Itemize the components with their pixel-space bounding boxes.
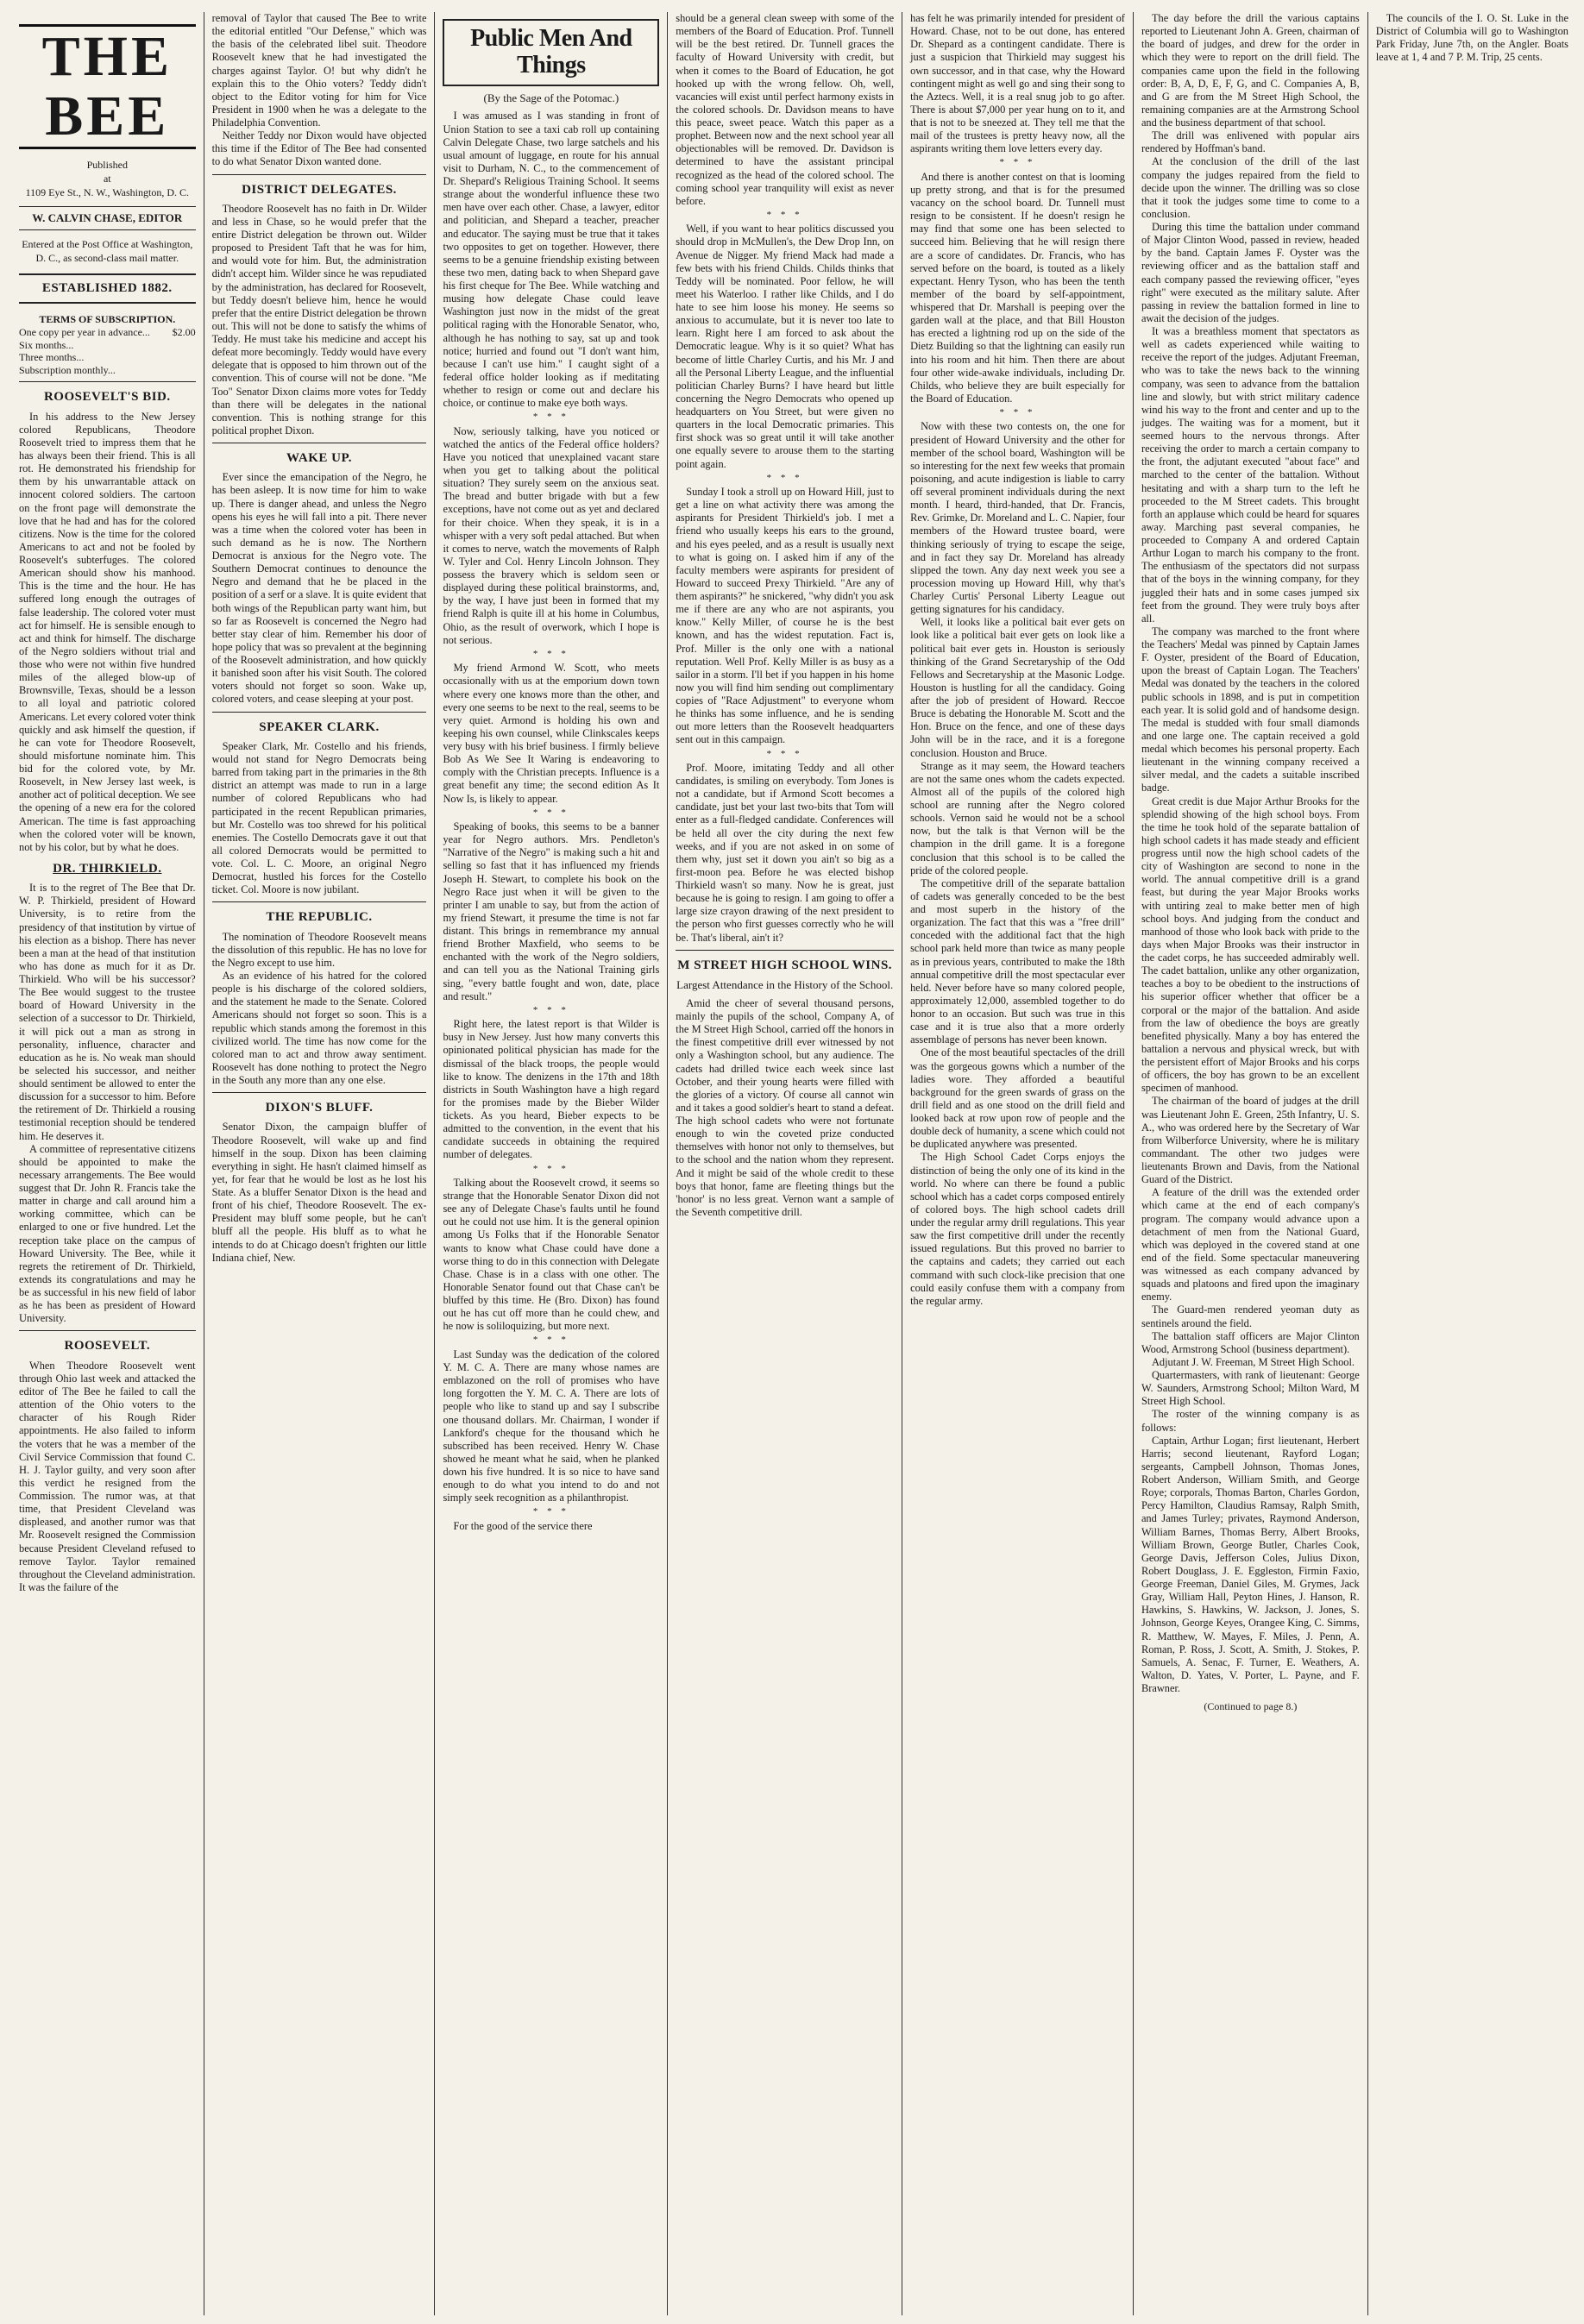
headline-roosevelt: ROOSEVELT. — [64, 1339, 151, 1354]
established-line: ESTABLISHED 1882. — [19, 273, 196, 303]
headline-public-men-and-things: Public Men And Things — [443, 19, 659, 86]
article-paragraph: The roster of the winning company is as follows: — [1141, 1408, 1360, 1434]
article-roosevelt: When Theodore Roosevelt went through Ohio last week and attacked the editor of The Bee he failed to call the attention of the Ohio voters to the character of his Rough Rider appointments. He also failed to inform the voters that he was a member of the Civil Service Commission that found C. H. J. Taylor guilty, and very soon after this verdict he resigned from the Commission. The rumor was, at that time, that President Cleveland was displeased, and another rumor was that Mr. Roosevelt resigned the Commission because President Cleveland refused to remove Taylor. Taylor remained throughout the Cleveland administration. It was the failure of the — [19, 1359, 196, 1593]
article-paragraph: Adjutant J. W. Freeman, M Street High School. — [1151, 1355, 1355, 1368]
headline-wake-up: WAKE UP. — [286, 451, 352, 466]
section-stars: * * * — [532, 1506, 569, 1517]
terms-list — [19, 326, 196, 377]
article-paragraph: has felt he was primarily intended for president of Howard. Chase, not to be out done, has entered Dr. Shepard as a contingent candidate. There is just a suspicion that Thirkield may suggest his own successor, and in that case, why the Howard contingent might as well go and sing their song to the Aztecs. Well, it is a real snug job to go after. There is about $7,000 per year hung on to it, and that is not to be sneezed at. They tell me that the mail of the trustees is pretty heavy now, all the aspirants writing them love letters every day. — [910, 12, 1125, 155]
continued-note: (Continued to page 8.) — [1204, 1700, 1298, 1713]
divider — [212, 712, 427, 713]
terms-value: $2.00 — [172, 325, 196, 338]
section-stars: * * * — [999, 157, 1036, 168]
terms-title: TERMS OF SUBSCRIPTION. — [39, 312, 176, 325]
article-paragraph: The competitive drill of the separate battalion of cadets was generally conceded to be the best and most superb in the history of the organization. The fact that this was a "free drill" conceded with the additional fact that the high school park held more than twice as many people as in previous years, contributed to make the 18th annual competitive drill the most spectacular ever held. Never before have so many colored people, approximately 12,000, assembled together to do honor to an occasion. But such was true in this case and it is true also that a more orderly assemblage of persons has never been known. — [910, 876, 1125, 1046]
headline-dixons-bluff: DIXON'S BLUFF. — [265, 1101, 374, 1115]
article-paragraph: The High School Cadet Corps enjoys the distinction of being the only one of its kind in the world. No where can there be found a public school which has a cadet corps composed entirely of colored boys. The high school cadets drill under the regular army drill regulations. This year saw the first competitive drill under the recently issued regulations. But this proved no barrier to the captains and cadets; they carried out each command with such clock-like precision that one could easily confuse them with a company from the regular army. — [910, 1151, 1125, 1307]
section-stars: * * * — [532, 1163, 569, 1174]
byline: (By the Sage of the Potomac.) — [483, 91, 619, 104]
article-paragraph: Speaking of books, this seems to be a banner year for Negro authors. Mrs. Pendleton's "Narrative of the Negro" is making such a hit and selling so fast that it has influenced my friends Joseph H. Stewart, to complete his book on the Negro Race just when it will be given to the printer I am unable to say, but from the action of my friend Stewart, it presume the time is not far distant. This brings in remembrance my annual friend Brother Maxfield, who seems to be enchanted with the work of the Negro soldiers, and can tell you as the National Training girls sing, "every battle fought and won, date, place and result." — [443, 820, 660, 1002]
article-paragraph: One of the most beautiful spectacles of the drill was the gorgeous gowns which a number of the ladies wore. They afforded a beautiful background for the green swards of grass on the drill field and as one stood on the drill field and looked back at row upon row of people and the double deck of humanity, a scene which could not be duplicated anywhere was presented. — [910, 1046, 1125, 1151]
article-paragraph: The company was marched to the front where the Teachers' Medal was pinned by Captain James F. Oyster, president of the Board of Education, upon the breast of Captain Logan. The Teachers' Medal was donated by the teachers in the colored public schools in 1898, and is put in competition each year. It is solid gold and of handsome design. The medal is studded with four small diamonds and one large one. The captain received a gold medal which becomes his personal property. Each lieutenant in the winning company received a silver medal, and the cadets a suitable inscribed badge. — [1141, 625, 1360, 795]
roster: Captain, Arthur Logan; first lieutenant, Herbert Harris; second lieutenant, Rayford Logan; sergeants, Campbell Johnson, Thomas Jones, Robert Anderson, William Smith, and George Roye; corporals, Thomas Barton, Charles Gordon, Percy Hamilton, Claudius Ramsay, Ralph Smith, and James Turley; privates, Raymond Anderson, William Barnes, Thomas Berry, Albert Brooks, William Brown, George Butler, Charles Cook, George Davis, Jefferson Coles, Julius Dixon, Robert Douglass, J. E. Eggleston, Firmin Faxio, George Freeman, Daniel Giles, M. Grymes, Jack Gray, William Hall, Peyton Hines, J. Hanson, R. Hawkins, S. Hawkins, W. Jackson, J. Jones, S. Johnson, George Keyes, Orangee King, C. Simms, R. Matthew, W. Mayes, F. Miles, J. Penn, A. Roman, P. Ross, J. Scott, A. Smith, J. Stokes, P. Samuels, A. Senac, F. Turner, E. Weathers, A. Walton, D. Yates, V. Porter, L. Payne, and F. Brawner. — [1141, 1434, 1360, 1694]
terms-row — [19, 351, 196, 364]
headline-m-street-high-school-wins: M STREET HIGH SCHOOL WINS. — [677, 958, 893, 972]
article-paragraph: Talking about the Roosevelt crowd, it seems so strange that the Honorable Senator Dixon did not see any of Delegate Chase's faults until he found out he could not use him. It is the general opinion among Us Folks that if the Honorable Senator wants to know what Chase could have done a worse thing to do in this connection with Delegate Chase. Chase is in a class with one other. The Honorable Senator found out that Chase can't be bluffed by this time. He (Bro. Dixon) has found out he has cut off more than he could chew, and he now is soliloquizing, but more next. — [443, 1176, 660, 1333]
article-speaker-clark: Speaker Clark, Mr. Costello and his friends, would not stand for Negro Democrats being barred from taking part in the primaries in the 8th district an attempt was made to run in a large number of colored Republicans who had participated in the recent Republican primaries, but Mr. Costello was too shrewd for his political enemies. The Costello Democrats gave it out that all colored Democrats would be permitted to vote. Col. L. C. Moore, an original Negro Democrat, hustled his forces for the Costello ticket. Col. Moore is now jubilant. — [211, 739, 427, 896]
divider — [19, 1330, 196, 1331]
article-paragraph: The drill was enlivened with popular airs rendered by Hoffman's band. — [1141, 129, 1360, 155]
terms-row — [19, 364, 196, 377]
article-roosevelts-bid: In his address to the New Jersey colored Republicans, Theodore Roosevelt tried to impress them that he has always been their friend. This is all rot. He demonstrated his friendship for them by his unwarrantable attack on innocent colored soldiers. The cartoon on the front page will demonstrate the love that he had and has for the colored citizens. Now is the time for the colored Americans to act and not be fooled by Roosevelt's subterfuges. The colored American should show his manhood. This is the time and the hour. He has suffered long enough the outrages of false leadership. The colored voter must act for himself. He is sensible enough to act and think for himself. The discharge of the Negro soldiers without trial and those who were not within five hundred miles of the alleged blow-up of Brownsville, Texas, should be a lesson to all loyal and patriotic colored Americans. Let every colored voter think quickly and ask himself the question, if he can vote for Theodore Roosevelt, should misfortune nominate him. This bid for the colored vote, by Mr. Roosevelt, in New Jersey last week, is another act of political deception. We see the opening of a new era for the colored American. The time is fast approaching when the colored voter will be known, not by his color, but by what he does. — [19, 410, 196, 853]
terms-label: Six months... — [19, 338, 74, 351]
divider — [212, 174, 427, 175]
article-paragraph: Amid the cheer of several thousand persons, mainly the pupils of the school, Company A, of the M Street High School, carried off the honors in the finest competitive drill ever witnessed by not only a Washington school, but any audience. The cadets had drilled twice each week since last October, and their young hearts were filled with the glories of a victory. Of course all cannot win and it takes a good soldier's heart to stand a defeat. The high school cadets who were not fortunate enough to win the coveted prize conducted themselves with honor not only to themselves, but to the school and the nation whom they represent. And it might be said of the whole credit to these boys that honor, fame are fleeting things but the 'honor' is no less great. Vernon want a sample of the Seventh competitive drill. — [676, 996, 895, 1218]
article-paragraph: Strange as it may seem, the Howard teachers are not the same ones whom the cadets expected. Almost all of the pupils of the colored high school are running after the Negro colored schools. Vernon said he would not be a school now, but the talk is that Vernon will be the champion in the drill game. It is a foregone conclusion that this school is to be called the pride of the colored people. — [910, 759, 1125, 876]
article-wake-up: Ever since the emancipation of the Negro, he has been asleep. It is now time for him to wake up. There is danger ahead, and unless the Negro opens his eyes he will fall into a pit. There never was a time when the colored voter has been in such demand as he is now. The Northern Democrat is anxious for the Negro vote. The Southern Democrat continues to denounce the Negro and demand that he be placed in the position of a serf or a slave. It is quite evident that both wings of the Republican party want him, but so far as Roosevelt is concerned the Negro had better stay clear of him. Remember his door of hope policy that was so prevalent at the beginning of the Roosevelt administration, and how quickly it banished soon after his visit South. The colored voters should not forget so soon. Wake up, colored voters, and cease sleeping at your post. — [211, 471, 427, 706]
divider — [212, 901, 427, 902]
subheadline: Largest Attendance in the History of the School. — [676, 978, 894, 992]
article-paragraph: Last Sunday was the dedication of the colored Y. M. C. A. There are many whose names are emblazoned on the roll of promises who have long forgotten the Y. M. C. A. There are lots of people who like to stand up and say I subscribe one thousand dollars. Mr. Chairman, I wonder if Lankford's cheque for the thousand which he subscribed has been received. Henry W. Chase showed he meant what he said, when he planked down his five hundred. It is so nice to have sand enough to do what you intend to do and not simply seek recognition as a philanthropist. — [443, 1347, 660, 1504]
headline-district-delegates: DISTRICT DELEGATES. — [242, 182, 397, 197]
column-5 — [902, 12, 1134, 2315]
section-stars: * * * — [766, 209, 803, 220]
article-paragraph: For the good of the service there — [453, 1519, 593, 1532]
divider — [19, 381, 196, 382]
article-paragraph: Quartermasters, with rank of lieutenant: George W. Saunders, Armstrong School; Milton Ward, M Street High School. — [1141, 1369, 1360, 1408]
section-stars: * * * — [532, 1004, 569, 1015]
headline-dr-thirkield: DR. THIRKIELD. — [53, 861, 162, 876]
entered-notice: Entered at the Post Office at Washington, D. C., as second-class mail matter. — [22, 238, 193, 265]
section-stars: * * * — [999, 407, 1036, 418]
address: 1109 Eye St., N. W., Washington, D. C. — [25, 185, 189, 198]
article-the-republic-2: As an evidence of his hatred for the colored people is his discharge of the colored soldiers, and the statement he made to the Senate. Colored Americans should not forget so soon. This is a republic which stands among the foremost in this civilized world. The time has now come for the colored man to act and throw away sentiment. Roosevelt has done nothing to protect the Negro in the South any more than any one else. — [211, 970, 427, 1087]
article-paragraph: Now, seriously talking, have you noticed or watched the antics of the Federal office holders? Have you noticed that unexplained vacant stare when you get to talking about the political situation? They surely seem on the anxious seat. The bread and butter brigade with but a few exceptions, have not come out as yet and declared for their choice. When they speak, it is in a whisper with a very soft pedal attached. But when it comes to nerve, watch the movements of Ralph W. Tyler and Col. Henry Lincoln Johnson. They possess the bravery which is seldom seen or displayed during these political brainstorms, and, by the way, I have just been in formed that my friend Ralph is quite ill at his home in Columbus, Ohio, as the result of overwork, which I hope is not serious. — [443, 424, 660, 646]
columns — [19, 12, 1568, 2315]
article-paragraph: Sunday I took a stroll up on Howard Hill, just to get a line on what activity there was among the aspirants for President Thirkield's job. I met a friend who usually keeps his ears to the ground, and his eyes peeled, and as a result is usually next to what is going on. I asked him if any of the faculty members were aspirants for president of Howard to succeed Prexy Thirkield. "Are any of them aspirants?" he snickered, "why didn't you ask me if there are any who are not aspirants, you know." Kelly Miller, of course he is the best known, and has the widest reputation. Fact is, Prof. Miller is the only one with a national reputation. Well Prof. Kelly Miller is as busy as a sailor in a storm. I'll bet if you happen in his home now you will find him sending out complimentary copies of "Race Adjustment" to everyone whom he thinks has some influence, and he is sending out more letters than the Roosevelt headquarters sent out in this campaign. — [676, 486, 895, 746]
article-paragraph: Now with these two contests on, the one for president of Howard University and the other for member of the school board, Washington will be so interesting for the next few weeks that promain poisoning, and acute indigestion is liable to carry off several prominent individuals during the next month. I heard, third-handed, that Dr. Francis, Rev. Grimke, Dr. Moreland and L. C. Napier, four members of the Howard trustee board, were thinking seriously of trying to escape the seige, and in fact they say Dr. Moreland has already slipped the town. Any day next week you see a procession moving up Howard Hill, why that's Charley Curtis' Personal Liberty League out getting signatures for his candidacy. — [910, 420, 1125, 616]
article-paragraph: Well, it looks like a political bait ever gets on look like a political bait ever gets on look like a political bait ever gets in. Houston is seriously thinking of the Grand Secretaryship of the Odd Fellows and Secretaryship at the Masonic Lodge. Houston is hustling for all the candidacy. Going after the job of president of Howard. Reccoe Bruce is debating the Honorable M. Scott and the Hon. Bruce on the fence, and one of these days John will be in the race, and it is a foregone conclusion. Houston and Bruce. — [910, 616, 1125, 759]
article-paragraph: A feature of the drill was the extended order which came at the end of each company's program. The company would advance upon a detachment of men from the National Guard, which was deployed in the covered stand at one end of the field. Some spectacular maneuvering was witnessed as each company advanced by squads and platoons and fired upon the imaginary enemy. — [1141, 1186, 1360, 1303]
article-district-delegates: Theodore Roosevelt has no faith in Dr. Wilder and less in Chase, so he would prefer that the entire District delegation be thrown out. Wilder proposed to President Taft that he was for him, and would vote for him. But, the administration didn't accept him. Wilder since he was repudiated by the administration, has declared for Roosevelt, but Teddy doesn't believe him, hence he would prefer that the entire District delegation be thrown out. This will not be done to satisfy the whims of Teddy. He must take his medicine and accept his defeat more becomingly. Teddy would have every delegate that is opposed to him thrown out of the convention. This of course will not be done. "Me Too" Senator Dixon claims more votes for Teddy than there will be delegates in the national convention. This is nothing strange for this political prophet Dixon. — [211, 202, 427, 437]
article-paragraph: During this time the battalion under command of Major Clinton Wood, passed in review, headed by the band. Captain James F. Oyster was the reviewing officer and as the battalion staff and each company passed the reviewing officer, "eyes right" were executed as the military salute. After passing in review the battalion formed in line to await the decision of the judges. — [1141, 221, 1360, 324]
divider — [212, 1092, 427, 1093]
section-stars: * * * — [532, 1335, 569, 1346]
terms-row — [19, 326, 196, 339]
editor-line: W. CALVIN CHASE, EDITOR — [19, 206, 196, 230]
article-paragraph: And there is another contest on that is looming up pretty strong, and that is for the presumed vacancy on the school board. Dr. Tunnell must resign to be consistent. If he doesn't resign he may find that some one has been selected to succeed him. Believing that he will resign there are a score of candidates. Dr. Francis, who has served before on the board, is touted as a likely expectant. Henry Tyson, who has been the tenth member of the board by self-appointment, whispered that Dr. Marshall is peeping over the garden wall at the place, and that Bill Houston has erected a lightning rod up on the side of the Dietz Building so that the lightning can easily run into his room and hit him. Then there are about four other wide-awake individuals, including Dr. Childs, who believe they are built especially for the Board of Education. — [910, 170, 1125, 405]
section-stars: * * * — [532, 648, 569, 659]
article-continued: removal of Taylor that caused The Bee to write the editorial entitled "Our Defense," which was the basis of the celebrated libel suit. Theodore Roosevelt knew that he had investigated the charges against Taylor. O! but why didn't he explain this to the Ohio voters? Teddy didn't object to the Editor voting for him for Vice President in 1900 when he was a delegate to the Philadelphia Convention. — [211, 12, 427, 129]
column-2 — [204, 12, 436, 2315]
article-paragraph: The Guard-men rendered yeoman duty as sentinels around the field. — [1141, 1303, 1360, 1329]
section-stars: * * * — [766, 748, 803, 759]
article-continued-2: Neither Teddy nor Dixon would have objected this time if the Editor of The Bee had consented to do what Senator Dixon wanted done. — [211, 129, 427, 168]
column-1 — [19, 12, 204, 2315]
headline-roosevelts-bid: ROOSEVELT'S BID. — [43, 390, 171, 405]
terms-label: Subscription monthly... — [19, 363, 116, 376]
article-paragraph: I was amused as I was standing in front of Union Station to see a taxi cab roll up containing Calvin Delegate Chase, two large satchels and his usual amount of luggage, en route for his annual visit to Durham, N. C., to the commencement of Dr. Shepard's Religious Training School. It seems strange about the wonderful influence these two men have over each other. Chase, a lawyer, editor and politician, and Shepard a teacher, preacher and educator. The saying must be true that it takes two opposites to get on together. However, there seems to be a genuine friendship existing between these two men, dating back to when Shepard gave his first cheque for The Bee. While watching and musing how delegate Chase could leave Washington just now in the midst of the great political raging with the Honorable Senator, who, although he has nothing to say, sat up and took notice; hurried and found out "I don't want him, because I can't use him." I caught sight of a federal office holder looking as if meditating whether to resign or come out and declare his choice, or continue to make eye both ways. — [443, 110, 660, 410]
article-paragraph: My friend Armond W. Scott, who meets occasionally with us at the emporium down town where every one knows more than the other, and every one seems to be next to the real, seems to be very quiet. Armond is holding his own and keeping his own counsel, while Clinkscales keeps very busy with his brief business. I firmly believe Bob As We See It Waring is endeavoring to comply with the Christian precepts. Influence is a great benefit any time; the second edition As It Now Is, is likely to appear. — [443, 662, 660, 805]
article-paragraph: At the conclusion of the drill of the last company the judges repaired from the field to decide upon the winner. The drilling was so close that it took the judges some time to come to a conclusion. — [1141, 155, 1360, 220]
article-paragraph: should be a general clean sweep with some of the members of the Board of Education. Prof. Tunnell will be the best retired. Dr. Tunnell graces the faculty of Howard University with credit, but when it comes to the Board of Education, he got hooked up with the wrong fellow. Oh, well, vacancies will exist until perfect harmony exists in the colored schools. Dr. Davidson means to have this peace, sweet peace. Watch this paper as a prophet. Between now and the next school year all objectionables will be removed. Dr. Davidson is determined to have the assistant principal recognized as the head of the colored school. The coming school year tranquility will exist as never before. — [676, 12, 895, 207]
section-stars: * * * — [532, 411, 569, 423]
notice: The councils of the I. O. St. Luke in the District of Columbia will go to Washington Park Friday, June 7th, on the Angler. Boats leave at 1, 4 and 7 P. M. Trip, 25 cents. — [1375, 12, 1569, 64]
article-dixons-bluff: Senator Dixon, the campaign bluffer of Theodore Roosevelt, will wake up and find himself in the soup. Dixon has been claiming everything in sight. He hasn't claimed himself as yet, for fear that he would be lost as he lost his State. As a bluffer Senator Dixon is the head and front of his chief, Theodore Roosevelt. The ex-President may bluff some people, but he can't bluff all the people. His bluff as to what he intends to do at Chicago doesn't frighten our little Indiana chief, New. — [211, 1121, 427, 1264]
at-label: at — [103, 172, 111, 185]
published-label: Published — [86, 158, 128, 171]
article-dr-thirkield: It is to the regret of The Bee that Dr. W. P. Thirkield, president of Howard University, is to retire from the presidency of that institution by virtue of his election as a bishop. There has never been a man at the head of that institution who has done as much for it as Dr. Thirkield. Who will be his successor? The Bee would suggest to the trustee board of Howard University in the selection of a successor to Dr. Thirkield, it will pick out a man as strong in personality, influence, character and education as he is. No weak man should be selected his successor, and neither should sentiment be allowed to enter the discussion for a successor to him. Before the retirement of Dr. Thirkield a rousing testimonial reception should be tendered him. He deserves it. — [19, 882, 196, 1142]
terms-label: Three months... — [19, 351, 85, 364]
terms-row — [19, 339, 196, 352]
column-6 — [1134, 12, 1368, 2315]
column-3 — [435, 12, 668, 2315]
article-the-republic: The nomination of Theodore Roosevelt means the dissolution of this republic. He has no love for the Negro except to use him. — [211, 930, 427, 969]
section-stars: * * * — [532, 807, 569, 818]
article-paragraph: Prof. Moore, imitating Teddy and all other candidates, is smiling on everybody. Tom Jones is not a candidate, but if Armond Scott becomes a candidate, just bet your last two-bits that Tom will enter as a full-fledged candidate. Conferences will be held all over the city during the next few weeks, and if you are not asked in on some of them why, just set it down you ain't so big as a first-moon pea. Before he was elected bishop Thirkield wasn't so many. Now he is great, just because he is going to resign. I am going to offer a large size crayon drawing of the next president to the person who first guesses correctly who he will be. That's liberal, ain't it? — [676, 761, 895, 944]
article-paragraph: It was a breathless moment that spectators as well as cadets experienced while waiting to receive the report of the judges. Adjutant Freeman, who was to take the news back to the winning company, was seen to advance from the battalion line and slowly, but with strict military cadence wind his way to the front and center and up to the judges. The waiting was for a moment, but it seemed hours to the nervous throngs. After receiving the order to march a certain company to the front, the adjutant executed "about face" and marched to the center of the battalion. Without hesitating and with a sharp turn to the left he proceeded to the M Street cadets. This brought forth an applause which could be heard for squares away. Marching past several companies, he proceeded to Company A and ordered Captain Arthur Logan to march his company to the front. The enthusiasm of the spectators did not surpass that of the boys in the winning company, for they juggled their hats and in some cases jumped six feet from the ground. They were truly boys after all. — [1141, 325, 1360, 625]
section-stars: * * * — [766, 472, 803, 483]
article-paragraph: Great credit is due Major Arthur Brooks for the splendid showing of the high school boys. From the time he took hold of the separate battalion of high school cadets it has made steady and efficient progress until now the high school cadets of the city of Washington are second to none in the world. The annual competitive drill is a grand feast, but during the year Major Brooks works with untiring zeal to make better men of high school boys. And judging from the conduct and manhood of those who look back with pride to the days when Major Brooks was their instructor in the cadet corps, he has succeeded admirably well. The cadet battalion, unlike any other organization, teaches a boy to be obedient to the instructions of his superior officer whether that officer be a corporal or the major of the battalion. And aside from the law of obedience the boys are greatly benefited physically. Many a boy has entered the battalion a nervous and physical wreck, but with the persistent effort of Major Brooks and his corps of officers, the boy has grown to be an excellent specimen of manhood. — [1141, 795, 1360, 1095]
article-paragraph: Right here, the latest report is that Wilder is busy in New Jersey. Just how many converts this opinionated political physician has made for the dismissal of the black troops, the people would like to know. The denizens in the 17th and 18th districts in South Washington have a high regard for the promises made by the Bieber Wilder tickets. As you heard, Bieber expects to be admitted to the convention, in the event that his candidate succeeds in obtaining the required number of delegates. — [443, 1018, 660, 1161]
divider — [676, 950, 894, 951]
article-dr-thirkield-2: A committee of representative citizens should be appointed to make the necessary arrangements. The Bee would suggest that Dr. John R. Francis take the matter in charge and call around him a working committee, which can be enlarged to one or five hundred. Let the reception take place on the campus of Howard University. The Bee, while it regrets the retirement of Dr. Thirkield, extends its congratulations and may he be as successful in his new field of labor as he has been as president of Howard University. — [19, 1142, 196, 1325]
article-paragraph: The battalion staff officers are Major Clinton Wood, Armstrong School (business department). — [1141, 1329, 1360, 1355]
headline-speaker-clark: SPEAKER CLARK. — [259, 719, 380, 734]
article-paragraph: The day before the drill the various captains reported to Lieutenant John A. Green, chairman of the board of judges, and drew for the order in which they were to report on the drill field. The companies came upon the field in the following order: B, A, D, E, F, G, and C. Companies A, B, and G are from the M Street High School, the remaining companies are at the Armstrong School and the business department of that school. — [1141, 12, 1360, 129]
masthead-title: THE BEE — [19, 24, 196, 149]
headline-the-republic: THE REPUBLIC. — [266, 910, 373, 925]
article-paragraph: Well, if you want to hear politics discussed you should drop in McMullen's, the Dew Drop Inn, on Avenue de Nigger. My friend Mack had made a few bets with his friend Childs. Childs thinks that Teddy will be nominated. Poor fellow, he will meet his Waterloo. I rather like Childs, and I do hate to see him loose his money. He seems so anxious to accumulate, but it is never too late to learn. Right here I am forced to ask about the Democratic league. Why is it so quiet? What has become of little Charley Curtis, and his Mr. J and all the Personal Liberty League, and the influential politician Charley Burns? I have heard but little concerning the Negro Democrats who opened up headquarters on You Street, but were given no quarters in the local Democratic primaries. This first shock was so great until it will take another one equally severe to arouse them to the starting point again. — [676, 223, 895, 470]
column-4 — [668, 12, 902, 2315]
column-7 — [1368, 12, 1568, 2315]
terms-label: One copy per year in advance... — [19, 325, 150, 338]
article-paragraph: The chairman of the board of judges at the drill was Lieutenant John E. Green, 25th Infantry, U. S. A., who was ordered here by the Secretary of War from Wilberforce University, where he is military commandant. The other two judges were lieutenants Brown and Davis, from the National Guard of the District. — [1141, 1095, 1360, 1186]
